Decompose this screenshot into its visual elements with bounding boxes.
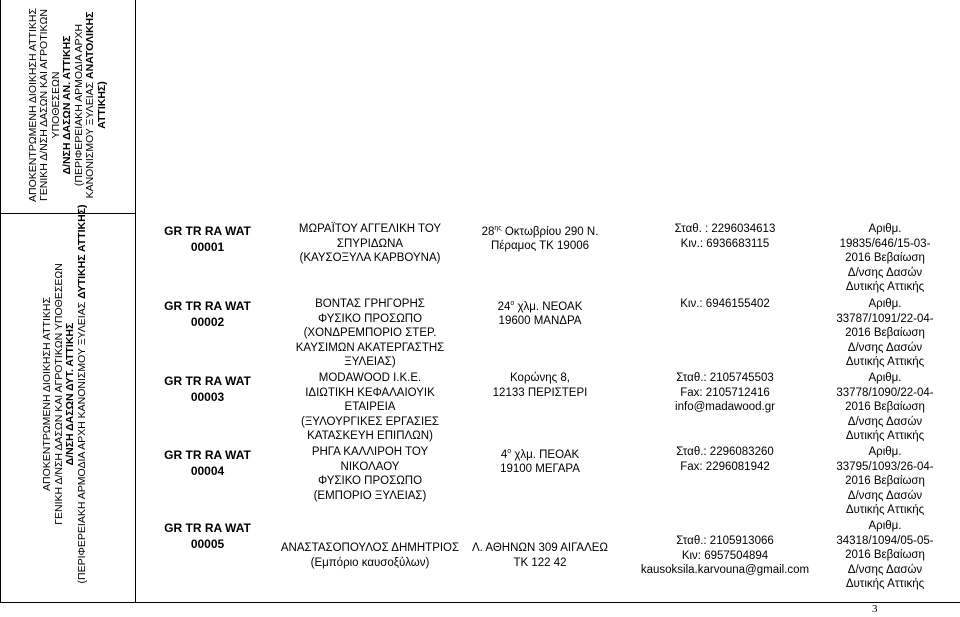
trader-address xyxy=(460,445,620,477)
cert-line: Δυτικής Αττικής xyxy=(845,356,925,368)
cert-line: 2016 Βεβαίωση xyxy=(845,549,925,561)
name-line: ΚΑΥΣΙΜΩΝ ΑΚΑΤΕΡΓΑΣΤΗΣ xyxy=(295,341,445,354)
trader-address xyxy=(460,222,620,254)
header-directorate: Δ/ΝΣΗ ΔΑΣΩΝ ΔΥΤ. ΑΤΤΙΚΗΣ xyxy=(64,322,76,466)
cert-line: Δυτικής Αττικής xyxy=(845,504,925,516)
contact-line: Κιν.: 6946155402 xyxy=(680,298,770,310)
trader-address xyxy=(460,297,620,329)
code-number: 00001 xyxy=(190,240,225,254)
cert-line: Δ/νσης Δασών xyxy=(847,489,923,502)
cert-line: Αριθμ. xyxy=(868,372,902,384)
registry-code xyxy=(140,447,275,479)
column-divider xyxy=(135,0,136,603)
header-directorate: Δ/ΝΣΗ ΔΑΣΩΝ ΑΝ. ΑΤΤΙΚΗΣ xyxy=(61,35,74,175)
cert-line: Αριθμ. xyxy=(868,223,902,235)
trader-contacts xyxy=(650,445,800,474)
registry-code xyxy=(140,373,275,405)
name-line: ΝΙΚΟΛΑΟΥ xyxy=(340,460,400,473)
registry-code xyxy=(140,298,275,330)
code-number: 00002 xyxy=(190,315,225,329)
header-line: ΑΠΟΚΕΝΤΡΩΜΕΝΗ ΔΙΟΙΚΗΣΗ ΑΤΤΙΚΗΣ xyxy=(26,8,39,202)
authority-header-west xyxy=(23,204,107,584)
cert-line: Αριθμ. xyxy=(868,298,902,310)
header-line: (ΠΕΡΙΦΕΡΕΙΑΚΗ ΑΡΜΟΔΙΑ ΑΡΧΗ ΚΑΝΟΝΙΣΜΟΥ ΞΥΛΕΙΑΣ xyxy=(75,301,88,584)
address-number: 28 xyxy=(481,225,495,238)
cert-line: Δ/νσης Δασών xyxy=(847,415,923,428)
cert-line: Δυτικής Αττικής xyxy=(845,578,925,590)
address-line: 12133 ΠΕΡΙΣΤΕΡΙ xyxy=(492,386,588,399)
code-number: 00003 xyxy=(190,390,225,404)
table-border-left xyxy=(0,0,1,603)
cert-line: 2016 Βεβαίωση xyxy=(845,475,925,487)
certificate-ref xyxy=(810,297,960,370)
authority-header-east xyxy=(12,0,124,210)
email-link[interactable]: kausoksila.karvouna@gmail.com xyxy=(640,564,810,576)
cert-line: Αριθμ. xyxy=(868,520,902,532)
cert-line: Αριθμ. xyxy=(868,446,902,458)
cert-line: 2016 Βεβαίωση xyxy=(845,401,925,413)
address-line: Πέραμος ΤΚ 19006 xyxy=(490,240,590,253)
header-region: ΔΥΤΙΚΗΣ ΑΤΤΙΚΗΣ) xyxy=(75,204,88,299)
certificate-ref xyxy=(810,445,960,518)
trader-address xyxy=(460,371,620,400)
name-line: ΦΥΣΙΚΟ ΠΡΟΣΩΠΟ xyxy=(317,475,423,487)
address-number: 4 xyxy=(500,448,508,461)
cert-line: 33795/1093/26-04- xyxy=(836,460,934,473)
name-line: ΕΤΑΙΡΕΙΑ xyxy=(344,401,396,413)
address-line: ΤΚ 122 42 xyxy=(513,556,567,569)
trader-name xyxy=(280,222,460,266)
trader-contacts xyxy=(650,222,800,251)
trader-name xyxy=(280,445,460,503)
trader-contacts xyxy=(640,534,810,578)
header-line: ΚΑΝΟΝΙΣΜΟΥ ΞΥΛΕΙΑΣ xyxy=(84,81,97,199)
trader-name xyxy=(280,297,460,370)
cert-line: 2016 Βεβαίωση xyxy=(845,327,925,339)
cert-line: 33787/1091/22-04- xyxy=(836,312,934,325)
name-line: (Εμπόριο καυσοξύλων) xyxy=(310,556,430,569)
cert-line: 19835/646/15-03- xyxy=(839,237,931,250)
contact-line: Κιν.: 6936683115 xyxy=(680,237,770,250)
name-line: ΦΥΣΙΚΟ ΠΡΟΣΩΠΟ xyxy=(317,312,423,325)
header-region: ΑΝΑΤΟΛΙΚΗΣ xyxy=(84,11,97,79)
header-line: ΑΠΟΚΕΝΤΡΩΜΕΝΗ ΔΙΟΙΚΗΣΗ ΑΤΤΙΚΗΣ xyxy=(41,297,53,491)
name-line: ΡΗΓΑ ΚΑΛΛΙΡΟΗ ΤΟΥ xyxy=(311,446,429,458)
trader-contacts xyxy=(650,371,800,415)
contact-line: Fax: 2105712416 xyxy=(680,386,770,399)
name-line: MODAWOOD I.K.E. xyxy=(318,372,422,384)
name-line: ΑΝΑΣΤΑΣΟΠΟΥΛΟΣ ΔΗΜΗΤΡΙΟΣ xyxy=(280,542,460,554)
certificate-ref xyxy=(810,371,960,444)
address-line: 19100 ΜΕΓΑΡΑ xyxy=(500,463,580,476)
contact-line: Σταθ.: 2296083260 xyxy=(676,446,774,458)
ordinal-suffix: ο xyxy=(507,448,512,455)
registry-code xyxy=(140,520,275,552)
cert-line: 34318/1094/05-05- xyxy=(836,534,934,547)
name-line: ΜΩΡΑΪΤΟΥ ΑΓΓΕΛΙΚΗ ΤΟΥ xyxy=(298,223,442,235)
header-line: ΓΕΝΙΚΗ Δ/ΝΣΗ ΔΑΣΩΝ ΚΑΙ ΑΓΡΟΤΙΚΩΝ xyxy=(38,9,51,201)
address-line: Λ. ΑΘΗΝΩΝ 309 ΑΙΓΑΛΕΩ xyxy=(471,542,609,554)
contact-line: Σταθ. : 2296034613 xyxy=(674,223,776,235)
address-line: 19600 ΜΑΝΔΡΑ xyxy=(498,315,582,328)
name-line: ΙΔΙΩΤΙΚΗ ΚΕΦΑΛΑΙΟΥΙΚ xyxy=(305,386,435,399)
code-number: 00004 xyxy=(190,464,225,478)
ordinal-suffix: ης xyxy=(494,225,502,232)
code-prefix: GR TR RA WAT xyxy=(164,224,251,238)
cert-line: Δ/νσης Δασών xyxy=(847,563,923,576)
table-border-bottom xyxy=(0,602,960,603)
registry-code xyxy=(140,223,275,255)
header-line: ΓΕΝΙΚΗ Δ/ΝΣΗ ΔΑΣΩΝ ΚΑΙ ΑΓΡΟΤΙΚΩΝ ΥΠΟΘΕΣΕΩΝ xyxy=(52,263,65,525)
cert-line: Δ/νσης Δασών xyxy=(847,266,923,279)
address-line: Οκτωβρίου 290 Ν. xyxy=(501,225,599,238)
address-line: χλμ. ΠΕΟΑΚ xyxy=(511,448,580,461)
name-line: ΚΑΤΑΣΚΕΥΗ ΕΠΙΠΛΩΝ) xyxy=(307,430,433,442)
contact-line: Σταθ.: 2105745503 xyxy=(676,372,774,384)
header-line: (ΠΕΡΙΦΕΡΕΙΑΚΗ ΑΡΜΟΔΙΑ ΑΡΧΗ xyxy=(72,23,85,187)
address-number: 24 xyxy=(497,300,511,313)
cert-line: Δυτικής Αττικής xyxy=(845,430,925,442)
header-line: ΥΠΟΘΕΣΕΩΝ xyxy=(49,71,62,139)
code-prefix: GR TR RA WAT xyxy=(164,299,251,313)
code-prefix: GR TR RA WAT xyxy=(164,521,251,535)
page-number: 3 xyxy=(872,603,878,615)
name-line: (ΞΥΛΟΥΡΓΙΚΕΣ ΕΡΓΑΣΙΕΣ xyxy=(300,415,440,428)
contact-line: Κιν: 6957504894 xyxy=(681,549,769,562)
code-prefix: GR TR RA WAT xyxy=(164,374,251,388)
address-line: χλμ. ΝΕΟΑΚ xyxy=(514,300,583,313)
code-prefix: GR TR RA WAT xyxy=(164,448,251,462)
name-line: ΒΟΝΤΑΣ ΓΡΗΓΟΡΗΣ xyxy=(315,298,425,310)
trader-address xyxy=(460,541,620,570)
ordinal-suffix: ο xyxy=(510,300,515,307)
certificate-ref xyxy=(810,519,960,592)
name-line: ΣΠΥΡΙΔΩΝΑ xyxy=(336,237,404,250)
cert-line: Δ/νσης Δασών xyxy=(847,341,923,354)
cert-line: 33778/1090/22-04- xyxy=(836,386,934,399)
email-link[interactable]: info@madawood.gr xyxy=(675,401,775,413)
name-line: ΞΥΛΕΙΑΣ) xyxy=(344,356,396,368)
name-line: (ΕΜΠΟΡΙΟ ΞΥΛΕΙΑΣ) xyxy=(313,489,427,502)
header-region: ΑΤΤΙΚΗΣ) xyxy=(95,81,108,129)
cert-line: Δυτικής Αττικής xyxy=(845,281,925,293)
contact-line: Fax: 2296081942 xyxy=(680,460,770,473)
contact-line: Σταθ.: 2105913066 xyxy=(676,535,774,547)
cert-line: 2016 Βεβαίωση xyxy=(845,252,925,264)
address-line: Κορώνης 8, xyxy=(510,372,570,384)
certificate-ref xyxy=(810,222,960,295)
trader-name xyxy=(280,541,460,570)
trader-name xyxy=(280,371,460,444)
trader-contacts xyxy=(650,297,800,312)
code-number: 00005 xyxy=(190,537,225,551)
name-line: (ΧΟΝΔΡΕΜΠΟΡΙΟ ΣΤΕΡ. xyxy=(303,327,437,339)
name-line: (ΚΑΥΣΟΞΥΛΑ ΚΑΡΒΟΥΝΑ) xyxy=(299,252,441,264)
